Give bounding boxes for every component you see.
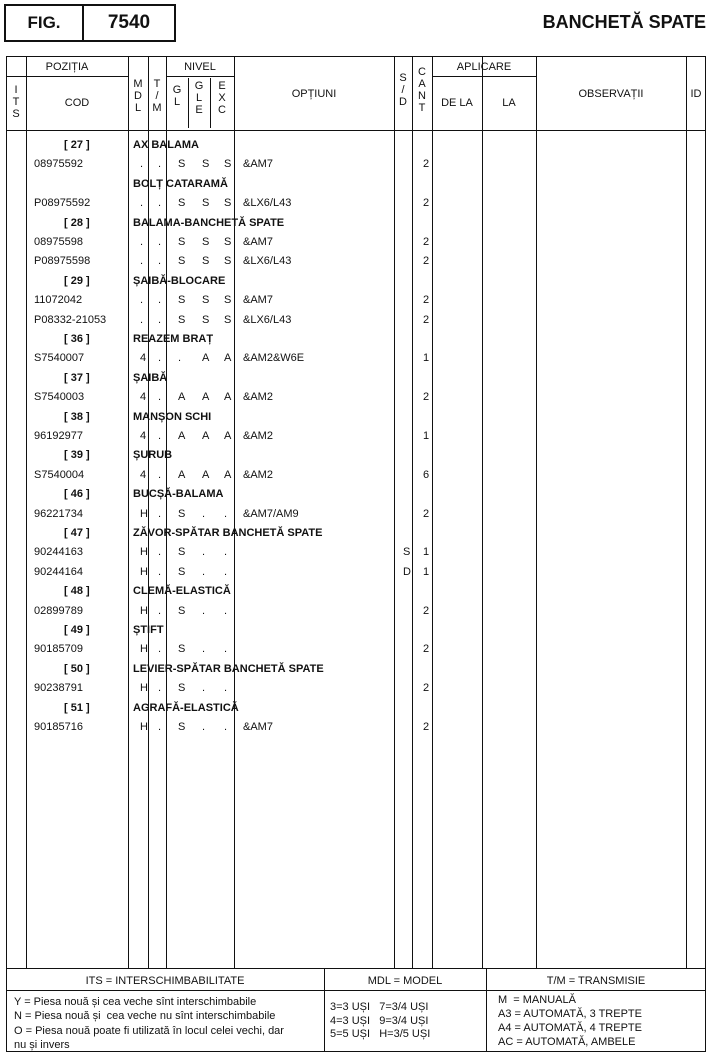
item-number: [ 29 ] bbox=[64, 274, 90, 287]
item-number: [ 50 ] bbox=[64, 662, 90, 675]
footer-tm-title: T/M = TRANSMISIE bbox=[546, 975, 646, 987]
footer-its-line: nu și invers bbox=[14, 1039, 70, 1051]
cell-cod: P08975598 bbox=[34, 255, 91, 268]
group-name: BUCȘĂ-BALAMA bbox=[133, 488, 224, 501]
cell-gle: . bbox=[202, 507, 206, 520]
cell-exc: A bbox=[224, 352, 232, 365]
footer-its-line: O = Piesa nouă poate fi utilizată în locul celei vechi, dar bbox=[14, 1025, 284, 1037]
item-number: [ 48 ] bbox=[64, 585, 90, 598]
cell-gl: S bbox=[178, 643, 186, 656]
cell-gl: S bbox=[178, 565, 186, 578]
cell-exc: S bbox=[224, 197, 232, 210]
group-row bbox=[6, 660, 706, 679]
cell-mdl: . bbox=[140, 158, 144, 171]
cell-exc: S bbox=[224, 236, 232, 248]
cell-opt: &AM7/AM9 bbox=[243, 507, 299, 520]
footer-tm-line: A4 = AUTOMATĂ, 4 TREPTE bbox=[498, 1022, 642, 1034]
header-cant: C A N T bbox=[418, 66, 426, 114]
cell-tm: . bbox=[158, 430, 162, 442]
header-rule bbox=[6, 130, 706, 131]
cell-tm: . bbox=[158, 313, 162, 326]
cell-cod: 90244163 bbox=[34, 546, 83, 559]
cell-cant: 1 bbox=[423, 430, 430, 442]
cell-gle: S bbox=[202, 255, 210, 268]
cell-exc: A bbox=[224, 430, 232, 442]
cell-tm: . bbox=[158, 507, 162, 520]
cell-exc: . bbox=[224, 604, 228, 617]
header-observatii: OBSERVAȚII bbox=[578, 88, 644, 100]
header-its: I T S bbox=[12, 84, 20, 120]
cell-gl: A bbox=[178, 391, 186, 404]
group-row bbox=[6, 582, 706, 601]
cell-opt: &AM2 bbox=[243, 391, 273, 404]
cell-cant: 1 bbox=[423, 565, 430, 578]
cell-cant: 2 bbox=[423, 255, 430, 268]
header-tm: T / M bbox=[152, 78, 162, 114]
part-row bbox=[6, 388, 706, 407]
cell-gle: . bbox=[202, 682, 206, 695]
item-number: [ 28 ] bbox=[64, 216, 90, 229]
cell-mdl: 4 bbox=[140, 468, 147, 481]
footer-rule bbox=[6, 968, 706, 969]
cell-cod: 90244164 bbox=[34, 565, 83, 578]
cell-tm: . bbox=[158, 236, 162, 248]
part-row bbox=[6, 427, 706, 446]
part-row bbox=[6, 640, 706, 659]
cell-mdl: . bbox=[140, 313, 144, 326]
cell-cant: 2 bbox=[423, 721, 430, 733]
item-number: [ 27 ] bbox=[64, 139, 90, 151]
cell-tm: . bbox=[158, 197, 162, 210]
cell-opt: &AM2 bbox=[243, 468, 273, 481]
cell-opt: &AM2 bbox=[243, 430, 273, 442]
cell-cant: 2 bbox=[423, 507, 430, 520]
cell-mdl: . bbox=[140, 294, 144, 307]
footer-mdl-line: 3=3 UȘI 7=3/4 UȘI bbox=[330, 1001, 429, 1013]
group-row bbox=[6, 524, 706, 543]
group-name: BALAMA-BANCHETĂ SPATE bbox=[133, 216, 285, 229]
footer-its-title: ITS = INTERSCHIMBABILITATE bbox=[85, 975, 245, 987]
group-name: AX BALAMA bbox=[133, 139, 199, 151]
group-name: MANȘON SCHI bbox=[133, 410, 212, 423]
cell-gl: S bbox=[178, 294, 186, 307]
cell-mdl: H bbox=[140, 682, 148, 695]
cell-gle: S bbox=[202, 158, 210, 171]
cell-cod: 90185709 bbox=[34, 643, 83, 656]
cell-gle: . bbox=[202, 721, 206, 733]
cell-cant: 2 bbox=[423, 236, 430, 248]
cell-gle: . bbox=[202, 546, 206, 559]
part-row bbox=[6, 505, 706, 524]
footer-its-line: Y = Piesa nouă și cea veche sînt interschimbabile bbox=[14, 996, 257, 1008]
group-name: CLEMĂ-ELASTICĂ bbox=[133, 585, 231, 598]
part-row bbox=[6, 291, 706, 310]
fig-number: 7540 bbox=[82, 4, 176, 42]
part-row bbox=[6, 252, 706, 271]
part-row bbox=[6, 466, 706, 485]
cell-gle: . bbox=[202, 643, 206, 656]
cell-cod: S7540003 bbox=[34, 391, 85, 404]
cell-gle: A bbox=[202, 468, 210, 481]
group-name: ZĂVOR-SPĂTAR BANCHETĂ SPATE bbox=[133, 527, 323, 539]
cell-mdl: H bbox=[140, 604, 148, 617]
cell-mdl: 4 bbox=[140, 430, 147, 442]
cell-cant: 2 bbox=[423, 604, 430, 617]
header-optiuni: OPȚIUNI bbox=[291, 88, 337, 100]
header-id: ID bbox=[690, 88, 702, 100]
group-name: ȘURUB bbox=[133, 449, 173, 462]
cell-gl: A bbox=[178, 430, 186, 442]
footer-its-line: N = Piesa nouă și cea veche nu sînt interschimbabile bbox=[14, 1010, 276, 1022]
item-number: [ 37 ] bbox=[64, 371, 90, 384]
cell-cant: 2 bbox=[423, 682, 430, 695]
cell-mdl: . bbox=[140, 255, 144, 268]
item-number: [ 39 ] bbox=[64, 449, 90, 462]
cell-gl: S bbox=[178, 255, 186, 268]
cell-opt: &AM7 bbox=[243, 294, 273, 307]
cell-exc: S bbox=[224, 294, 232, 307]
part-row bbox=[6, 543, 706, 562]
cell-mdl: . bbox=[140, 197, 144, 210]
item-number: [ 46 ] bbox=[64, 488, 90, 501]
cell-tm: . bbox=[158, 352, 162, 365]
cell-mdl: H bbox=[140, 565, 148, 578]
header-dela: DE LA bbox=[441, 97, 473, 109]
part-row bbox=[6, 155, 706, 174]
header-cod: COD bbox=[64, 97, 90, 109]
cell-cant: 2 bbox=[423, 294, 430, 307]
part-row bbox=[6, 563, 706, 582]
group-name: ȘAIBĂ-BLOCARE bbox=[133, 274, 226, 287]
cell-tm: . bbox=[158, 546, 162, 559]
group-row bbox=[6, 408, 706, 427]
cell-gl: S bbox=[178, 682, 186, 695]
cell-exc: A bbox=[224, 468, 232, 481]
group-row bbox=[6, 369, 706, 388]
cell-cod: 08975598 bbox=[34, 236, 83, 248]
item-number: [ 36 ] bbox=[64, 333, 90, 345]
cell-opt: &AM7 bbox=[243, 236, 273, 248]
cell-mdl: H bbox=[140, 507, 148, 520]
footer-rule bbox=[6, 990, 706, 991]
part-row bbox=[6, 194, 706, 213]
cell-gle: S bbox=[202, 236, 210, 248]
cell-gle: S bbox=[202, 197, 210, 210]
cell-exc: . bbox=[224, 721, 228, 733]
cell-tm: . bbox=[158, 468, 162, 481]
part-row bbox=[6, 349, 706, 368]
page-title: BANCHETĂ SPATE bbox=[542, 12, 706, 32]
cell-opt: &LX6/L43 bbox=[243, 197, 292, 210]
group-name: LEVIER-SPĂTAR BANCHETĂ SPATE bbox=[133, 662, 324, 675]
cell-cod: S7540007 bbox=[34, 352, 85, 365]
part-row bbox=[6, 679, 706, 698]
cell-tm: . bbox=[158, 294, 162, 307]
cell-gle: S bbox=[202, 294, 210, 307]
group-row bbox=[6, 446, 706, 465]
group-row bbox=[6, 699, 706, 718]
cell-cant: 2 bbox=[423, 197, 430, 210]
cell-cod: S7540004 bbox=[34, 468, 85, 481]
cell-gl: S bbox=[178, 158, 186, 171]
group-row bbox=[6, 272, 706, 291]
cell-gl: S bbox=[178, 604, 186, 617]
cell-tm: . bbox=[158, 565, 162, 578]
cell-exc: A bbox=[224, 391, 232, 404]
part-row bbox=[6, 718, 706, 737]
cell-cant: 2 bbox=[423, 158, 430, 171]
group-name: ȘTIFT bbox=[133, 624, 164, 636]
part-row bbox=[6, 311, 706, 330]
cell-tm: . bbox=[158, 682, 162, 695]
cell-exc: . bbox=[224, 682, 228, 695]
header-exc: E X C bbox=[218, 80, 226, 116]
cell-gle: A bbox=[202, 391, 210, 404]
cell-cod: 90238791 bbox=[34, 682, 83, 695]
cell-cant: 1 bbox=[423, 352, 430, 365]
header-la: LA bbox=[502, 97, 516, 109]
cell-gl: A bbox=[178, 468, 186, 481]
cell-cant: 2 bbox=[423, 313, 430, 326]
cell-cant: 6 bbox=[423, 468, 430, 481]
cell-opt: &AM7 bbox=[243, 721, 273, 733]
header-nivel: NIVEL bbox=[184, 61, 216, 73]
part-row bbox=[6, 602, 706, 621]
cell-cod: 02899789 bbox=[34, 604, 83, 617]
cell-cant: 2 bbox=[423, 391, 430, 404]
cell-gl: S bbox=[178, 313, 186, 326]
cell-cod: 08975592 bbox=[34, 158, 83, 171]
cell-mdl: H bbox=[140, 721, 148, 733]
cell-gle: . bbox=[202, 604, 206, 617]
cell-opt: &LX6/L43 bbox=[243, 255, 292, 268]
item-number: [ 47 ] bbox=[64, 527, 90, 539]
part-row bbox=[6, 233, 706, 252]
header-rule bbox=[166, 76, 234, 77]
cell-cant: 2 bbox=[423, 643, 430, 656]
header-sd: S / D bbox=[399, 72, 407, 108]
cell-gl: S bbox=[178, 236, 186, 248]
cell-gle: . bbox=[202, 565, 206, 578]
header-rule bbox=[6, 76, 128, 77]
cell-opt: &AM7 bbox=[243, 158, 273, 171]
footer-tm-line: AC = AUTOMATĂ, AMBELE bbox=[498, 1036, 636, 1048]
header-gl: G L bbox=[172, 84, 182, 108]
group-name: BOLȚ CATARAMĂ bbox=[133, 177, 228, 190]
cell-tm: . bbox=[158, 391, 162, 404]
footer-tm-line: M = MANUALĂ bbox=[498, 994, 576, 1006]
group-name: REAZEM BRAȚ bbox=[133, 333, 214, 345]
cell-cod: P08332-21053 bbox=[34, 313, 107, 326]
cell-gle: A bbox=[202, 430, 210, 442]
cell-cod: 96192977 bbox=[34, 430, 83, 442]
cell-mdl: . bbox=[140, 236, 144, 248]
cell-cod: 11072042 bbox=[34, 294, 83, 307]
group-row bbox=[6, 175, 706, 194]
cell-cod: 90185716 bbox=[34, 721, 83, 733]
cell-cant: 1 bbox=[423, 546, 430, 559]
cell-mdl: H bbox=[140, 546, 148, 559]
footer-mdl-line: 4=3 UȘI 9=3/4 UȘI bbox=[330, 1015, 429, 1027]
cell-tm: . bbox=[158, 255, 162, 268]
group-row bbox=[6, 330, 706, 349]
cell-gle: S bbox=[202, 313, 210, 326]
cell-exc: . bbox=[224, 565, 228, 578]
header-rule bbox=[432, 76, 536, 77]
fig-label: FIG. bbox=[4, 4, 84, 42]
cell-exc: . bbox=[224, 546, 228, 559]
cell-exc: . bbox=[224, 507, 228, 520]
cell-gl: S bbox=[178, 721, 186, 733]
group-row bbox=[6, 214, 706, 233]
item-number: [ 38 ] bbox=[64, 410, 90, 423]
cell-exc: S bbox=[224, 158, 232, 171]
cell-exc: S bbox=[224, 255, 232, 268]
cell-mdl: 4 bbox=[140, 391, 147, 404]
group-row bbox=[6, 485, 706, 504]
cell-sd: S bbox=[403, 546, 411, 559]
group-name: AGRAFĂ-ELASTICĂ bbox=[133, 701, 239, 714]
cell-opt: &LX6/L43 bbox=[243, 313, 292, 326]
item-number: [ 51 ] bbox=[64, 701, 90, 714]
cell-tm: . bbox=[158, 643, 162, 656]
header-aplicare: APLICARE bbox=[456, 61, 512, 73]
item-number: [ 49 ] bbox=[64, 624, 90, 636]
group-name: ȘAIBĂ bbox=[133, 371, 168, 384]
cell-gl: S bbox=[178, 546, 186, 559]
cell-opt: &AM2&W6E bbox=[243, 352, 305, 365]
group-row bbox=[6, 621, 706, 640]
cell-tm: . bbox=[158, 721, 162, 733]
footer-tm-line: A3 = AUTOMATĂ, 3 TREPTE bbox=[498, 1008, 642, 1020]
header-mdl: M D L bbox=[133, 78, 143, 114]
cell-mdl: H bbox=[140, 643, 148, 656]
cell-exc: . bbox=[224, 643, 228, 656]
cell-gl: S bbox=[178, 197, 186, 210]
footer-mdl-line: 5=5 UȘI H=3/5 UȘI bbox=[330, 1028, 431, 1040]
cell-exc: S bbox=[224, 313, 232, 326]
cell-tm: . bbox=[158, 604, 162, 617]
cell-cod: P08975592 bbox=[34, 197, 91, 210]
group-row bbox=[6, 136, 706, 155]
cell-gl: S bbox=[178, 507, 186, 520]
cell-tm: . bbox=[158, 158, 162, 171]
cell-cod: 96221734 bbox=[34, 507, 83, 520]
header-pozitia: POZIȚIA bbox=[45, 61, 89, 73]
cell-gle: A bbox=[202, 352, 210, 365]
cell-sd: D bbox=[403, 565, 411, 578]
footer-mdl-title: MDL = MODEL bbox=[367, 975, 443, 987]
cell-mdl: 4 bbox=[140, 352, 147, 365]
cell-gl: . bbox=[178, 352, 182, 365]
header-gle: G L E bbox=[194, 80, 204, 116]
